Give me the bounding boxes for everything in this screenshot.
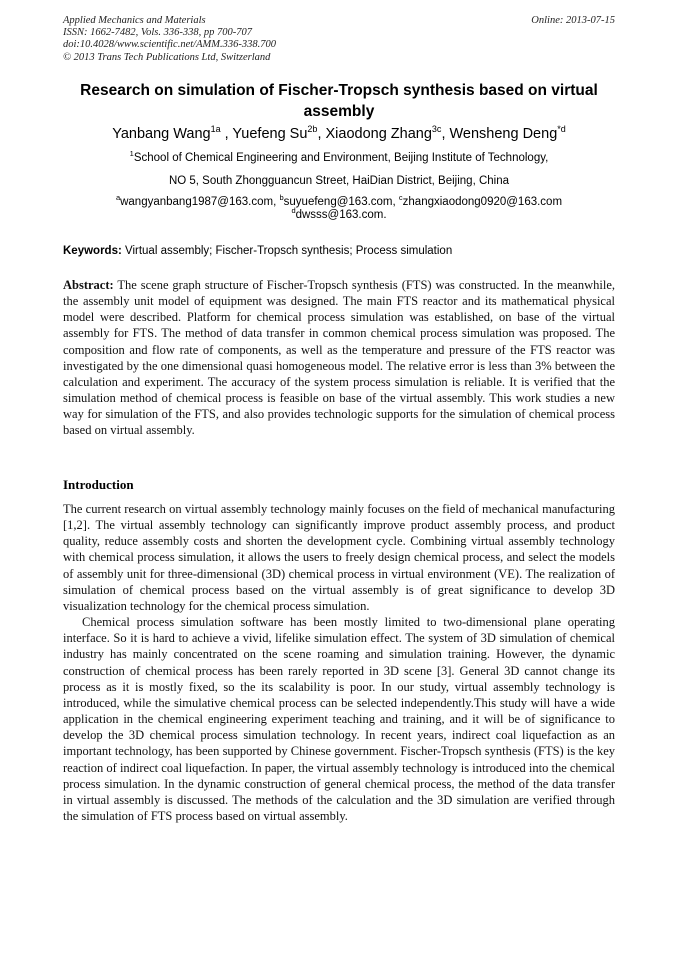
author-superscript: *d — [557, 124, 566, 134]
paragraph: Chemical process simulation software has been mostly limited to two-dimensional plane operating interface. So it is hard to achieve a vivid, lifelike simulation effect. The system of 3D simulation of chemical industry has mainly concentrated on the scene roaming and simulation training. However, the dynamic construction of chemical process has been rarely reported in 3D scene [3]. General 3D cannot change its process as it is mostly fixed, so the its scalability is poor. In our study, virtual assembly technology is introduced, while the simulative chemical process can be selected independently.This study will have a wide application in the chemical engineering experiment teaching and training, and it will be of significance to develop the 3D chemical process simulation technology. In recent years, indirect coal liquefaction as an important technology, has been supported by Chinese government. Fischer-Tropsch synthesis (FTS) is the key reaction of indirect coal liquefaction. In paper, the virtual assembly technology is introduced into the chemical process simulation. In the dynamic construction of general chemical process, the method of the data transfer in virtual assembly is discussed. The methods of the calculation and the 3D simulation are verified through the simulation of FTS process based on virtual assembly. — [63, 615, 615, 823]
online-date: Online: 2013-07-15 — [531, 15, 615, 26]
email-address: suyuefeng@163.com, — [283, 196, 399, 208]
author-separator: , — [441, 126, 450, 142]
author-superscript: 2b — [307, 124, 318, 134]
introduction-body — [63, 501, 615, 824]
keywords — [63, 244, 615, 258]
author-name: Xiaodong Zhang — [325, 126, 432, 142]
author-superscript: 1a — [210, 124, 221, 134]
author-list — [40, 124, 638, 144]
author-superscript: 3c — [431, 124, 442, 134]
paper-title: Research on simulation of Fischer-Tropsch synthesis based on virtual assembly — [80, 82, 598, 120]
email-superscript: b — [279, 193, 284, 202]
author-name: Yuefeng Su — [232, 126, 308, 142]
keywords-label: Keywords: — [63, 245, 122, 257]
journal-copyright: © 2013 Trans Tech Publications Ltd, Switzerland — [63, 51, 271, 63]
paragraph: The current research on virtual assembly technology mainly focuses on the field of mechanical manufacturing [1,2]. The virtual assembly technology can significantly improve product assembly process, and product quality, reduce assembly costs and shorten the development cycle. Combining virtual assembly technology with chemical process simulation, it allows the users to freely design chemical process, and select the models of assembly unit for three-dimensional (3D) chemical process in virtual environment (VE). The realization of simulation of chemical process based on the virtual assembly is of great significance to develop 3D visualization technology for the chemical process simulation. — [63, 502, 615, 613]
keywords-text: Virtual assembly; Fischer-Tropsch synthesis; Process simulation — [121, 245, 453, 257]
email-address: dwsss@163.com. — [295, 209, 387, 221]
email-address: wangyanbang1987@163.com, — [120, 196, 280, 208]
journal-name: Applied Mechanics and Materials — [63, 15, 206, 26]
abstract-label: Abstract: — [63, 278, 114, 292]
author-name: Yanbang Wang — [112, 126, 211, 142]
email-line-2 — [40, 208, 638, 222]
author-separator: , — [317, 126, 326, 142]
affiliation-text: School of Chemical Engineering and Environment, Beijing Institute of Technology, — [133, 152, 549, 164]
section-heading-introduction: Introduction — [63, 477, 134, 492]
abstract — [63, 277, 615, 439]
journal-doi: doi:10.4028/www.scientific.net/AMM.336-338.700 — [63, 39, 276, 51]
email-superscript: c — [398, 193, 403, 202]
author-name: Wensheng Deng — [449, 126, 558, 142]
email-superscript: a — [115, 193, 121, 202]
affiliation-superscript: 1 — [129, 149, 134, 158]
affiliation-line-1 — [40, 151, 638, 165]
email-superscript: d — [291, 206, 296, 215]
journal-header — [63, 15, 615, 64]
email-line-1 — [40, 195, 638, 209]
email-address: zhangxiaodong0920@163.com — [402, 196, 563, 208]
affiliation-line-2: NO 5, South Zhongguancun Street, HaiDian District, Beijing, China — [168, 175, 510, 187]
author-separator: , — [220, 126, 233, 142]
abstract-text: The scene graph structure of Fischer-Tropsch synthesis (FTS) was constructed. In the meanwhile, the assembly unit model of equipment was designed. The main FTS reactor and its mathematical physical model were described. Platform for chemical process simulation was established, on base of the virtual assembly for FTS. The method of data transfer in common chemical process simulation was proposed. The composition and flow rate of components, as well as the temperature and pressure of the FTS reactor was investigated by the one dimensional quasi homogeneous model. The relative error is less than 3% between the calculation and experiment. The accuracy of the system process simulation is reliable. It is verified that the simulation method of chemical process is feasible on base of the virtual assembly. This work studies a new way for simulation of the FTS, and also provides technologic supports for the simulation of chemical process based on virtual assembly. — [63, 278, 615, 438]
journal-issn: ISSN: 1662-7482, Vols. 336-338, pp 700-707 — [63, 27, 252, 39]
